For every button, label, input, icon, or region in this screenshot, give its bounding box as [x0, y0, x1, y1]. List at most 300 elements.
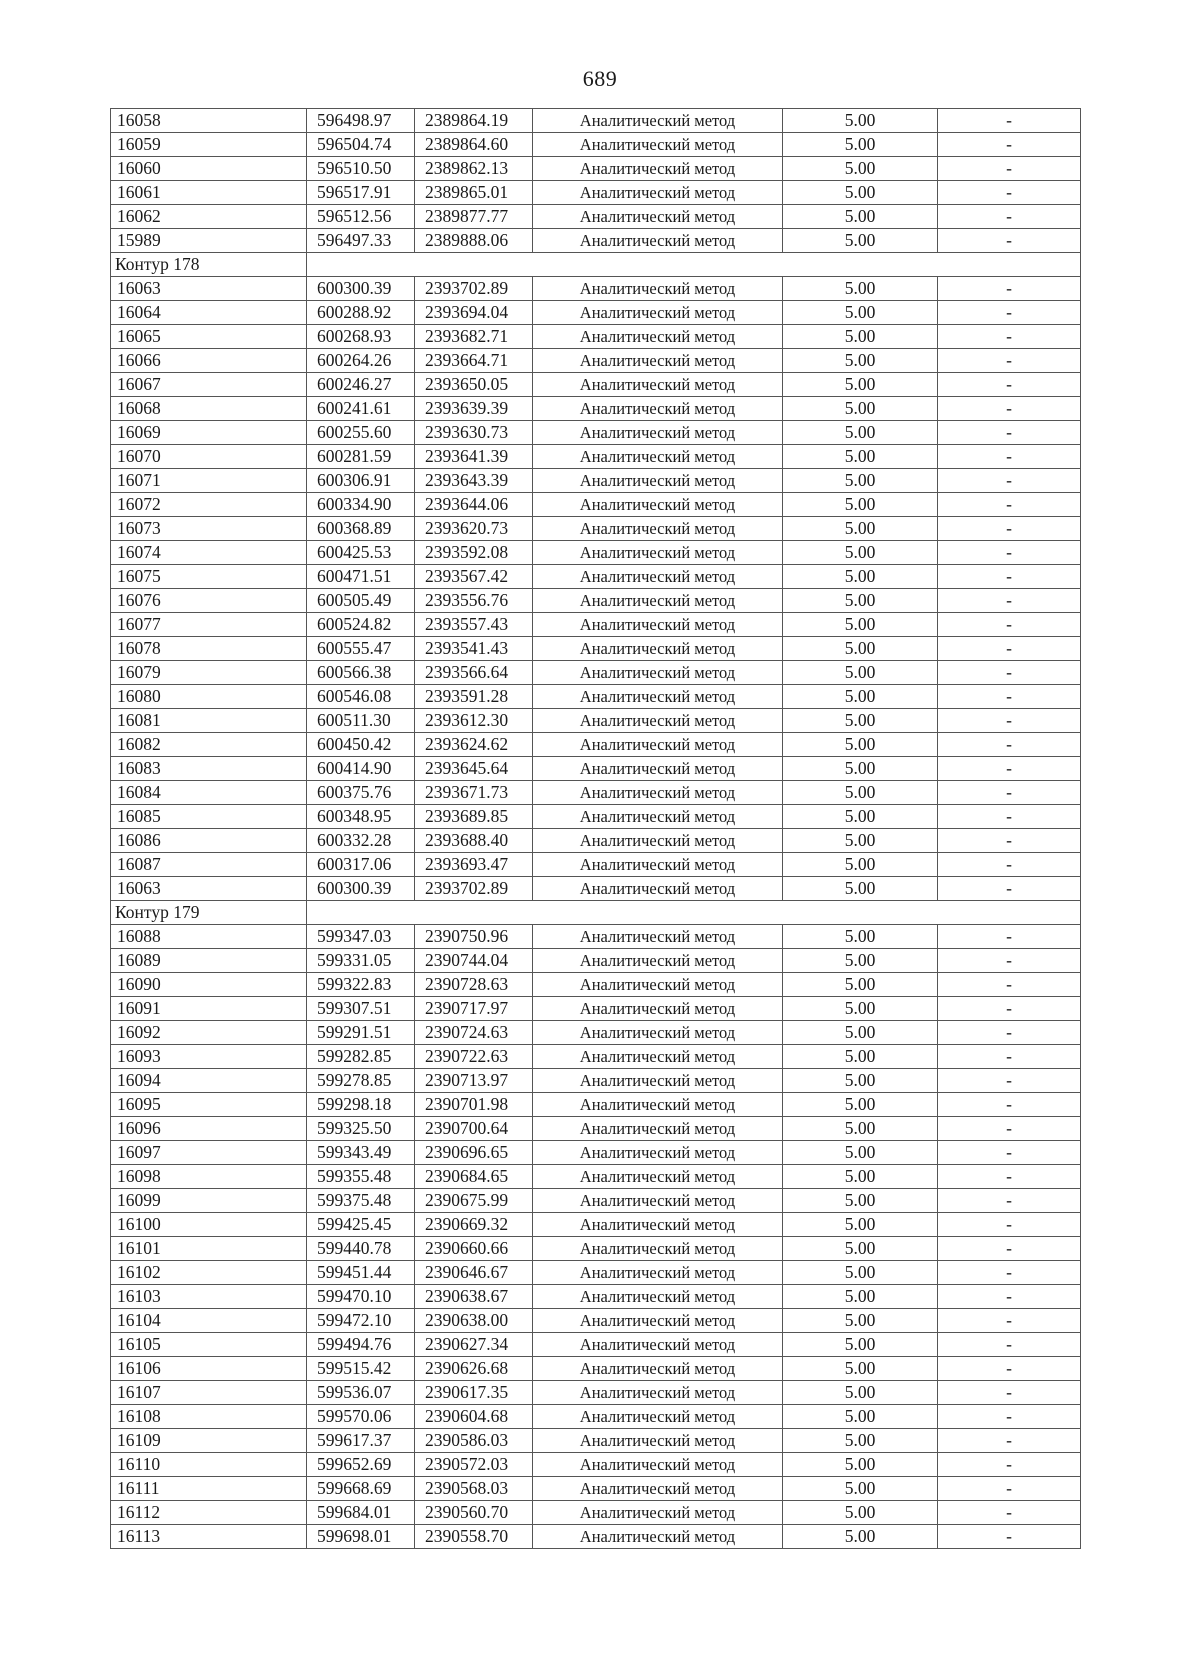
x-coordinate-cell: 600246.27	[307, 373, 415, 397]
accuracy-cell: 5.00	[783, 493, 938, 517]
x-coordinate-cell: 600288.92	[307, 301, 415, 325]
point-number-cell: 16094	[111, 1069, 307, 1093]
point-number-cell: 16106	[111, 1357, 307, 1381]
note-cell: -	[938, 1501, 1081, 1525]
table-row	[111, 685, 1081, 709]
table-row	[111, 1021, 1081, 1045]
point-number-cell: 16060	[111, 157, 307, 181]
method-cell: Аналитический метод	[533, 805, 783, 829]
method-cell: Аналитический метод	[533, 925, 783, 949]
y-coordinate-cell: 2390660.66	[415, 1237, 533, 1261]
x-coordinate-cell: 600306.91	[307, 469, 415, 493]
y-coordinate-cell: 2393702.89	[415, 877, 533, 901]
method-cell: Аналитический метод	[533, 1429, 783, 1453]
method-cell: Аналитический метод	[533, 493, 783, 517]
point-number-cell: 16081	[111, 709, 307, 733]
note-cell: -	[938, 1069, 1081, 1093]
point-number-cell: 16062	[111, 205, 307, 229]
x-coordinate-cell: 600317.06	[307, 853, 415, 877]
x-coordinate-cell: 599291.51	[307, 1021, 415, 1045]
method-cell: Аналитический метод	[533, 1141, 783, 1165]
table-row	[111, 1285, 1081, 1309]
method-cell: Аналитический метод	[533, 1357, 783, 1381]
y-coordinate-cell: 2393689.85	[415, 805, 533, 829]
note-cell: -	[938, 229, 1081, 253]
note-cell: -	[938, 1525, 1081, 1549]
accuracy-cell: 5.00	[783, 685, 938, 709]
accuracy-cell: 5.00	[783, 1429, 938, 1453]
contour-row-blank	[307, 253, 1081, 277]
x-coordinate-cell: 600368.89	[307, 517, 415, 541]
x-coordinate-cell: 599470.10	[307, 1285, 415, 1309]
accuracy-cell: 5.00	[783, 757, 938, 781]
method-cell: Аналитический метод	[533, 757, 783, 781]
y-coordinate-cell: 2393641.39	[415, 445, 533, 469]
point-number-cell: 16083	[111, 757, 307, 781]
point-number-cell: 16099	[111, 1189, 307, 1213]
table-row	[111, 973, 1081, 997]
point-number-cell: 16102	[111, 1261, 307, 1285]
y-coordinate-cell: 2390713.97	[415, 1069, 533, 1093]
table-row	[111, 949, 1081, 973]
y-coordinate-cell: 2390586.03	[415, 1429, 533, 1453]
y-coordinate-cell: 2393556.76	[415, 589, 533, 613]
table-row	[111, 925, 1081, 949]
note-cell: -	[938, 637, 1081, 661]
note-cell: -	[938, 973, 1081, 997]
y-coordinate-cell: 2389888.06	[415, 229, 533, 253]
x-coordinate-cell: 599451.44	[307, 1261, 415, 1285]
table-row	[111, 1429, 1081, 1453]
method-cell: Аналитический метод	[533, 1213, 783, 1237]
table-row	[111, 1189, 1081, 1213]
method-cell: Аналитический метод	[533, 1309, 783, 1333]
x-coordinate-cell: 600268.93	[307, 325, 415, 349]
accuracy-cell: 5.00	[783, 397, 938, 421]
method-cell: Аналитический метод	[533, 709, 783, 733]
note-cell: -	[938, 589, 1081, 613]
note-cell: -	[938, 1285, 1081, 1309]
y-coordinate-cell: 2390728.63	[415, 973, 533, 997]
accuracy-cell: 5.00	[783, 205, 938, 229]
method-cell: Аналитический метод	[533, 661, 783, 685]
y-coordinate-cell: 2390638.67	[415, 1285, 533, 1309]
accuracy-cell: 5.00	[783, 829, 938, 853]
method-cell: Аналитический метод	[533, 133, 783, 157]
accuracy-cell: 5.00	[783, 1525, 938, 1549]
y-coordinate-cell: 2393620.73	[415, 517, 533, 541]
accuracy-cell: 5.00	[783, 613, 938, 637]
y-coordinate-cell: 2393591.28	[415, 685, 533, 709]
x-coordinate-cell: 600555.47	[307, 637, 415, 661]
accuracy-cell: 5.00	[783, 277, 938, 301]
note-cell: -	[938, 1117, 1081, 1141]
method-cell: Аналитический метод	[533, 1453, 783, 1477]
note-cell: -	[938, 1381, 1081, 1405]
accuracy-cell: 5.00	[783, 1501, 938, 1525]
table-row	[111, 325, 1081, 349]
point-number-cell: 15989	[111, 229, 307, 253]
method-cell: Аналитический метод	[533, 421, 783, 445]
method-cell: Аналитический метод	[533, 1333, 783, 1357]
x-coordinate-cell: 599472.10	[307, 1309, 415, 1333]
point-number-cell: 16097	[111, 1141, 307, 1165]
y-coordinate-cell: 2390617.35	[415, 1381, 533, 1405]
table-row	[111, 373, 1081, 397]
contour-label: Контур 178	[111, 253, 307, 277]
table-row	[111, 1141, 1081, 1165]
method-cell: Аналитический метод	[533, 1021, 783, 1045]
method-cell: Аналитический метод	[533, 181, 783, 205]
note-cell: -	[938, 1477, 1081, 1501]
y-coordinate-cell: 2393688.40	[415, 829, 533, 853]
accuracy-cell: 5.00	[783, 421, 938, 445]
method-cell: Аналитический метод	[533, 517, 783, 541]
accuracy-cell: 5.00	[783, 589, 938, 613]
note-cell: -	[938, 661, 1081, 685]
point-number-cell: 16078	[111, 637, 307, 661]
point-number-cell: 16074	[111, 541, 307, 565]
accuracy-cell: 5.00	[783, 229, 938, 253]
note-cell: -	[938, 949, 1081, 973]
y-coordinate-cell: 2390724.63	[415, 1021, 533, 1045]
note-cell: -	[938, 517, 1081, 541]
y-coordinate-cell: 2390675.99	[415, 1189, 533, 1213]
table-row	[111, 541, 1081, 565]
table-row	[111, 757, 1081, 781]
note-cell: -	[938, 1261, 1081, 1285]
y-coordinate-cell: 2390560.70	[415, 1501, 533, 1525]
table-row	[111, 493, 1081, 517]
accuracy-cell: 5.00	[783, 1021, 938, 1045]
y-coordinate-cell: 2393566.64	[415, 661, 533, 685]
point-number-cell: 16063	[111, 877, 307, 901]
x-coordinate-cell: 600546.08	[307, 685, 415, 709]
coordinates-table	[110, 108, 1081, 1549]
page-number: 689	[582, 66, 618, 91]
x-coordinate-cell: 600334.90	[307, 493, 415, 517]
y-coordinate-cell: 2390646.67	[415, 1261, 533, 1285]
point-number-cell: 16108	[111, 1405, 307, 1429]
y-coordinate-cell: 2389864.19	[415, 109, 533, 133]
y-coordinate-cell: 2393643.39	[415, 469, 533, 493]
method-cell: Аналитический метод	[533, 829, 783, 853]
table-row	[111, 109, 1081, 133]
x-coordinate-cell: 600255.60	[307, 421, 415, 445]
point-number-cell: 16088	[111, 925, 307, 949]
table-row	[111, 1165, 1081, 1189]
note-cell: -	[938, 277, 1081, 301]
accuracy-cell: 5.00	[783, 469, 938, 493]
note-cell: -	[938, 133, 1081, 157]
method-cell: Аналитический метод	[533, 637, 783, 661]
table-row	[111, 205, 1081, 229]
y-coordinate-cell: 2389877.77	[415, 205, 533, 229]
point-number-cell: 16076	[111, 589, 307, 613]
accuracy-cell: 5.00	[783, 1237, 938, 1261]
accuracy-cell: 5.00	[783, 349, 938, 373]
accuracy-cell: 5.00	[783, 1045, 938, 1069]
note-cell: -	[938, 1453, 1081, 1477]
accuracy-cell: 5.00	[783, 1405, 938, 1429]
note-cell: -	[938, 613, 1081, 637]
x-coordinate-cell: 599298.18	[307, 1093, 415, 1117]
method-cell: Аналитический метод	[533, 877, 783, 901]
point-number-cell: 16104	[111, 1309, 307, 1333]
x-coordinate-cell: 600450.42	[307, 733, 415, 757]
y-coordinate-cell: 2390558.70	[415, 1525, 533, 1549]
x-coordinate-cell: 600425.53	[307, 541, 415, 565]
accuracy-cell: 5.00	[783, 1309, 938, 1333]
table-row	[111, 1453, 1081, 1477]
point-number-cell: 16105	[111, 1333, 307, 1357]
point-number-cell: 16096	[111, 1117, 307, 1141]
x-coordinate-cell: 599652.69	[307, 1453, 415, 1477]
note-cell: -	[938, 157, 1081, 181]
note-cell: -	[938, 397, 1081, 421]
x-coordinate-cell: 596498.97	[307, 109, 415, 133]
y-coordinate-cell: 2393592.08	[415, 541, 533, 565]
y-coordinate-cell: 2390604.68	[415, 1405, 533, 1429]
note-cell: -	[938, 1429, 1081, 1453]
x-coordinate-cell: 599343.49	[307, 1141, 415, 1165]
point-number-cell: 16086	[111, 829, 307, 853]
x-coordinate-cell: 599698.01	[307, 1525, 415, 1549]
x-coordinate-cell: 599494.76	[307, 1333, 415, 1357]
method-cell: Аналитический метод	[533, 397, 783, 421]
x-coordinate-cell: 599282.85	[307, 1045, 415, 1069]
method-cell: Аналитический метод	[533, 469, 783, 493]
x-coordinate-cell: 596517.91	[307, 181, 415, 205]
accuracy-cell: 5.00	[783, 1069, 938, 1093]
x-coordinate-cell: 600300.39	[307, 277, 415, 301]
accuracy-cell: 5.00	[783, 781, 938, 805]
x-coordinate-cell: 599440.78	[307, 1237, 415, 1261]
point-number-cell: 16077	[111, 613, 307, 637]
accuracy-cell: 5.00	[783, 805, 938, 829]
table-row	[111, 229, 1081, 253]
accuracy-cell: 5.00	[783, 925, 938, 949]
note-cell: -	[938, 1189, 1081, 1213]
y-coordinate-cell: 2389862.13	[415, 157, 533, 181]
table-row	[111, 853, 1081, 877]
method-cell: Аналитический метод	[533, 1285, 783, 1309]
y-coordinate-cell: 2390750.96	[415, 925, 533, 949]
accuracy-cell: 5.00	[783, 1093, 938, 1117]
x-coordinate-cell: 599375.48	[307, 1189, 415, 1213]
table-row	[111, 733, 1081, 757]
accuracy-cell: 5.00	[783, 301, 938, 325]
point-number-cell: 16079	[111, 661, 307, 685]
accuracy-cell: 5.00	[783, 445, 938, 469]
x-coordinate-cell: 596512.56	[307, 205, 415, 229]
note-cell: -	[938, 445, 1081, 469]
table-row	[111, 1069, 1081, 1093]
y-coordinate-cell: 2390717.97	[415, 997, 533, 1021]
contour-row-blank	[307, 901, 1081, 925]
note-cell: -	[938, 709, 1081, 733]
table-row	[111, 565, 1081, 589]
method-cell: Аналитический метод	[533, 589, 783, 613]
method-cell: Аналитический метод	[533, 109, 783, 133]
method-cell: Аналитический метод	[533, 1381, 783, 1405]
accuracy-cell: 5.00	[783, 1165, 938, 1189]
method-cell: Аналитический метод	[533, 565, 783, 589]
accuracy-cell: 5.00	[783, 109, 938, 133]
note-cell: -	[938, 325, 1081, 349]
method-cell: Аналитический метод	[533, 277, 783, 301]
method-cell: Аналитический метод	[533, 733, 783, 757]
x-coordinate-cell: 599668.69	[307, 1477, 415, 1501]
note-cell: -	[938, 925, 1081, 949]
point-number-cell: 16082	[111, 733, 307, 757]
method-cell: Аналитический метод	[533, 973, 783, 997]
y-coordinate-cell: 2393567.42	[415, 565, 533, 589]
note-cell: -	[938, 853, 1081, 877]
note-cell: -	[938, 1165, 1081, 1189]
note-cell: -	[938, 1021, 1081, 1045]
table-row	[111, 1501, 1081, 1525]
y-coordinate-cell: 2390669.32	[415, 1213, 533, 1237]
table-row	[111, 613, 1081, 637]
note-cell: -	[938, 1357, 1081, 1381]
accuracy-cell: 5.00	[783, 1261, 938, 1285]
note-cell: -	[938, 685, 1081, 709]
x-coordinate-cell: 600241.61	[307, 397, 415, 421]
accuracy-cell: 5.00	[783, 1141, 938, 1165]
x-coordinate-cell: 599331.05	[307, 949, 415, 973]
y-coordinate-cell: 2393645.64	[415, 757, 533, 781]
y-coordinate-cell: 2393557.43	[415, 613, 533, 637]
method-cell: Аналитический метод	[533, 301, 783, 325]
y-coordinate-cell: 2390701.98	[415, 1093, 533, 1117]
method-cell: Аналитический метод	[533, 541, 783, 565]
note-cell: -	[938, 469, 1081, 493]
table-row	[111, 277, 1081, 301]
note-cell: -	[938, 181, 1081, 205]
method-cell: Аналитический метод	[533, 781, 783, 805]
accuracy-cell: 5.00	[783, 997, 938, 1021]
y-coordinate-cell: 2393671.73	[415, 781, 533, 805]
x-coordinate-cell: 600566.38	[307, 661, 415, 685]
accuracy-cell: 5.00	[783, 565, 938, 589]
note-cell: -	[938, 109, 1081, 133]
point-number-cell: 16091	[111, 997, 307, 1021]
method-cell: Аналитический метод	[533, 1501, 783, 1525]
y-coordinate-cell: 2393541.43	[415, 637, 533, 661]
table-row	[111, 517, 1081, 541]
accuracy-cell: 5.00	[783, 325, 938, 349]
accuracy-cell: 5.00	[783, 1477, 938, 1501]
table-row	[111, 157, 1081, 181]
y-coordinate-cell: 2390638.00	[415, 1309, 533, 1333]
y-coordinate-cell: 2393693.47	[415, 853, 533, 877]
note-cell: -	[938, 1213, 1081, 1237]
accuracy-cell: 5.00	[783, 1357, 938, 1381]
table-row	[111, 1213, 1081, 1237]
note-cell: -	[938, 1093, 1081, 1117]
x-coordinate-cell: 599278.85	[307, 1069, 415, 1093]
method-cell: Аналитический метод	[533, 1165, 783, 1189]
y-coordinate-cell: 2393624.62	[415, 733, 533, 757]
y-coordinate-cell: 2390744.04	[415, 949, 533, 973]
y-coordinate-cell: 2389865.01	[415, 181, 533, 205]
x-coordinate-cell: 600264.26	[307, 349, 415, 373]
y-coordinate-cell: 2393664.71	[415, 349, 533, 373]
table-row	[111, 349, 1081, 373]
point-number-cell: 16058	[111, 109, 307, 133]
accuracy-cell: 5.00	[783, 853, 938, 877]
point-number-cell: 16063	[111, 277, 307, 301]
y-coordinate-cell: 2390626.68	[415, 1357, 533, 1381]
note-cell: -	[938, 997, 1081, 1021]
y-coordinate-cell: 2390568.03	[415, 1477, 533, 1501]
y-coordinate-cell: 2393650.05	[415, 373, 533, 397]
contour-header-row	[111, 253, 1081, 277]
method-cell: Аналитический метод	[533, 205, 783, 229]
table-row	[111, 589, 1081, 613]
x-coordinate-cell: 600511.30	[307, 709, 415, 733]
y-coordinate-cell: 2393630.73	[415, 421, 533, 445]
point-number-cell: 16093	[111, 1045, 307, 1069]
point-number-cell: 16098	[111, 1165, 307, 1189]
method-cell: Аналитический метод	[533, 997, 783, 1021]
table-row	[111, 421, 1081, 445]
accuracy-cell: 5.00	[783, 973, 938, 997]
accuracy-cell: 5.00	[783, 1381, 938, 1405]
point-number-cell: 16070	[111, 445, 307, 469]
point-number-cell: 16068	[111, 397, 307, 421]
table-row	[111, 469, 1081, 493]
table-row	[111, 133, 1081, 157]
point-number-cell: 16064	[111, 301, 307, 325]
point-number-cell: 16107	[111, 1381, 307, 1405]
accuracy-cell: 5.00	[783, 877, 938, 901]
table-row	[111, 829, 1081, 853]
y-coordinate-cell: 2390684.65	[415, 1165, 533, 1189]
note-cell: -	[938, 757, 1081, 781]
accuracy-cell: 5.00	[783, 709, 938, 733]
point-number-cell: 16087	[111, 853, 307, 877]
accuracy-cell: 5.00	[783, 661, 938, 685]
x-coordinate-cell: 599347.03	[307, 925, 415, 949]
table-row	[111, 1237, 1081, 1261]
point-number-cell: 16080	[111, 685, 307, 709]
y-coordinate-cell: 2393644.06	[415, 493, 533, 517]
note-cell: -	[938, 1333, 1081, 1357]
method-cell: Аналитический метод	[533, 1237, 783, 1261]
method-cell: Аналитический метод	[533, 1525, 783, 1549]
y-coordinate-cell: 2389864.60	[415, 133, 533, 157]
accuracy-cell: 5.00	[783, 181, 938, 205]
note-cell: -	[938, 829, 1081, 853]
point-number-cell: 16089	[111, 949, 307, 973]
method-cell: Аналитический метод	[533, 373, 783, 397]
note-cell: -	[938, 493, 1081, 517]
point-number-cell: 16103	[111, 1285, 307, 1309]
point-number-cell: 16066	[111, 349, 307, 373]
point-number-cell: 16072	[111, 493, 307, 517]
point-number-cell: 16069	[111, 421, 307, 445]
y-coordinate-cell: 2393694.04	[415, 301, 533, 325]
note-cell: -	[938, 421, 1081, 445]
accuracy-cell: 5.00	[783, 1285, 938, 1309]
table-row	[111, 1525, 1081, 1549]
table-row	[111, 805, 1081, 829]
y-coordinate-cell: 2393682.71	[415, 325, 533, 349]
x-coordinate-cell: 600300.39	[307, 877, 415, 901]
method-cell: Аналитический метод	[533, 1093, 783, 1117]
